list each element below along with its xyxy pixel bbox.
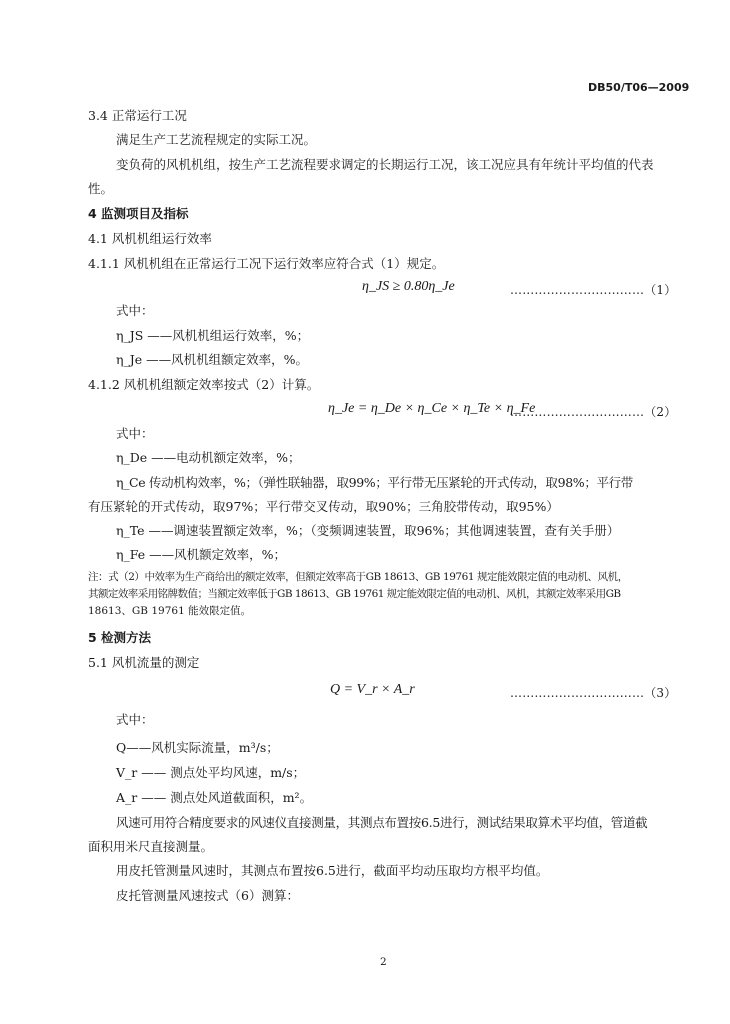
section-5-1-paragraph-1: 风速可用符合精度要求的风速仪直接测量，其测点布置按6.5进行，测试结果取算术平均值，管道截 (116, 815, 648, 830)
definition-ar: A_r —— 测点处风道截面积，m²。 (116, 790, 313, 805)
section-3-4-paragraph-2: 变负荷的风机机组，按生产工艺流程要求调定的长期运行工况，该工况应具有年统计平均值的代表 (116, 157, 654, 172)
section-5-1-paragraph-2: 用皮托管测量风速时，其测点布置按6.5进行，截面平均动压取均方根平均值。 (116, 863, 549, 878)
definition-vr: V_r —— 测点处平均风速，m/s； (116, 765, 306, 780)
section-5-1-paragraph-3: 皮托管测量风速按式（6）测算： (116, 888, 299, 903)
definition-eta-js: η_JS ——风机机组运行效率，%； (116, 328, 310, 343)
page-number: 2 (380, 956, 387, 968)
formula-2: η_Je = η_De × η_Ce × η_Te × η_Fe (328, 401, 536, 416)
section-5-1-heading: 5.1 风机流量的测定 (88, 655, 200, 670)
section-3-4-heading: 3.4 正常运行工况 (88, 108, 187, 123)
note-line-3: 18613、GB 19761 能效限定值。 (88, 605, 252, 617)
definition-eta-fe: η_Fe ——风机额定效率，%； (116, 547, 286, 562)
where-label-2: 式中： (116, 426, 154, 441)
formula-2-number: ……………………………（2） (510, 405, 677, 419)
formula-3-number: ……………………………（3） (510, 686, 677, 700)
section-5-1-paragraph-1-cont: 面积用米尺直接测量。 (88, 839, 214, 854)
section-4-1-2-text: 4.1.2 风机机组额定效率按式（2）计算。 (88, 377, 320, 392)
definition-eta-de: η_De ——电动机额定效率，%； (116, 450, 301, 465)
section-3-4-paragraph-1: 满足生产工艺流程规定的实际工况。 (116, 132, 317, 147)
section-3-4-paragraph-2-cont: 性。 (88, 181, 114, 196)
section-5-heading: 5 检测方法 (88, 630, 152, 645)
definition-eta-te: η_Te ——调速装置额定效率，%；（变频调速装置，取96%；其他调速装置，查有关手册） (116, 523, 620, 538)
definition-eta-je: η_Je ——风机机组额定效率，%。 (116, 352, 308, 367)
formula-1-number: ……………………………（1） (510, 283, 677, 297)
formula-3: Q = V_r × A_r (330, 682, 415, 697)
definition-q: Q——风机实际流量，m³/s； (116, 740, 279, 755)
note-line-2: 其额定效率采用铭牌数值；当额定效率低于GB 18613、GB 19761 规定能效限定值的电动机、风机，其额定效率采用GB (88, 588, 621, 600)
where-label-1: 式中： (116, 303, 154, 318)
definition-eta-ce: η_Ce 传动机构效率，%；（弹性联轴器，取99%；平行带无压紧轮的开式传动，取98%；平行带 (116, 475, 633, 490)
section-4-1-1-text: 4.1.1 风机机组在正常运行工况下运行效率应符合式（1）规定。 (88, 256, 445, 271)
definition-eta-ce-cont: 有压紧轮的开式传动，取97%；平行带交叉传动，取90%；三角胶带传动，取95%） (88, 499, 559, 514)
document-code: DB50/T06—2009 (588, 81, 690, 94)
formula-1: η_JS ≥ 0.80η_Je (362, 279, 455, 294)
section-4-1-heading: 4.1 风机机组运行效率 (88, 231, 212, 246)
where-label-3: 式中： (116, 712, 154, 727)
section-4-heading: 4 监测项目及指标 (88, 206, 189, 221)
note-line-1: 注：式（2）中效率为生产商给出的额定效率，但额定效率高于GB 18613、GB 19761 规定能效限定值的电动机、风机， (88, 571, 628, 583)
